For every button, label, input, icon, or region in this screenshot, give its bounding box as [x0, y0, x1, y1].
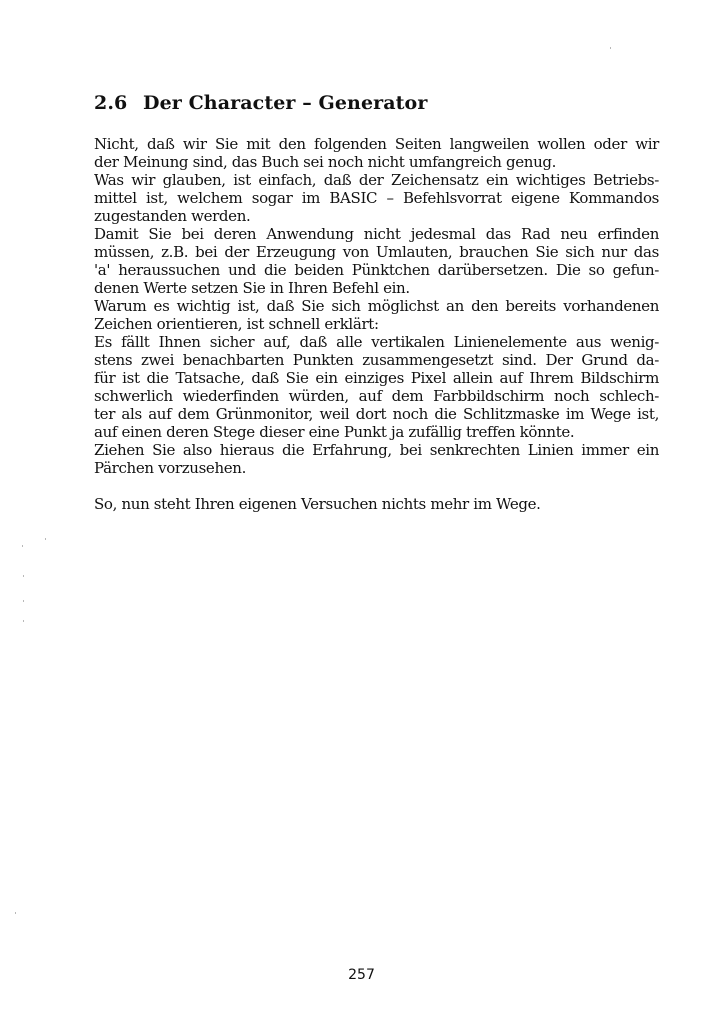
section-number: 2.6 — [94, 92, 128, 114]
text-line: stens zwei benachbarten Punkten zusammengesetzt sind. Der Grund da- — [94, 351, 659, 369]
text-line: müssen, z.B. bei der Erzeugung von Umlauten, brauchen Sie sich nur das — [94, 243, 659, 261]
text-line: Es fällt Ihnen sicher auf, daß alle vertikalen Linienelemente aus wenig- — [94, 333, 659, 351]
text-line: mittel ist, welchem sogar im BASIC – Befehlsvorrat eigene Kommandos — [94, 189, 659, 207]
section-heading — [94, 92, 427, 114]
text-line: Zeichen orientieren, ist schnell erklärt: — [94, 315, 379, 333]
section-title: Der Character – Generator — [143, 92, 428, 114]
scan-speck — [23, 600, 24, 602]
text-line: So, nun steht Ihren eigenen Versuchen nichts mehr im Wege. — [94, 495, 541, 513]
text-line: Ziehen Sie also hieraus die Erfahrung, bei senkrechten Linien immer ein — [94, 441, 659, 459]
text-line: für ist die Tatsache, daß Sie ein einziges Pixel allein auf Ihrem Bildschirm — [94, 369, 659, 387]
scan-speck — [22, 545, 23, 547]
body-text — [94, 135, 659, 513]
scan-speck — [23, 620, 24, 622]
text-line: auf einen deren Stege dieser eine Punkt ja zufällig treffen könnte. — [94, 423, 575, 441]
text-line: 'a' heraussuchen und die beiden Pünktchen darübersetzen. Die so gefun- — [94, 261, 659, 279]
paragraph-gap — [94, 477, 659, 495]
scan-speck — [45, 538, 46, 540]
text-line: Pärchen vorzusehen. — [94, 459, 247, 477]
text-line: Damit Sie bei deren Anwendung nicht jedesmal das Rad neu erfinden — [94, 225, 659, 243]
text-line: denen Werte setzen Sie in Ihren Befehl ein. — [94, 279, 410, 297]
scan-speck — [15, 912, 16, 914]
page-number: 257 — [348, 967, 375, 983]
text-line: zugestanden werden. — [94, 207, 251, 225]
text-line: der Meinung sind, das Buch sei noch nicht umfangreich genug. — [94, 153, 557, 171]
text-line: Nicht, daß wir Sie mit den folgenden Seiten langweilen wollen oder wir — [94, 135, 659, 153]
scan-speck — [23, 575, 24, 577]
scan-speck — [610, 47, 611, 49]
text-line: schwerlich wiederfinden würden, auf dem Farbbildschirm noch schlech- — [94, 387, 659, 405]
text-line: ter als auf dem Grünmonitor, weil dort noch die Schlitzmaske im Wege ist, — [94, 405, 659, 423]
text-line: Warum es wichtig ist, daß Sie sich möglichst an den bereits vorhandenen — [94, 297, 659, 315]
text-line: Was wir glauben, ist einfach, daß der Zeichensatz ein wichtiges Betriebs- — [94, 171, 659, 189]
